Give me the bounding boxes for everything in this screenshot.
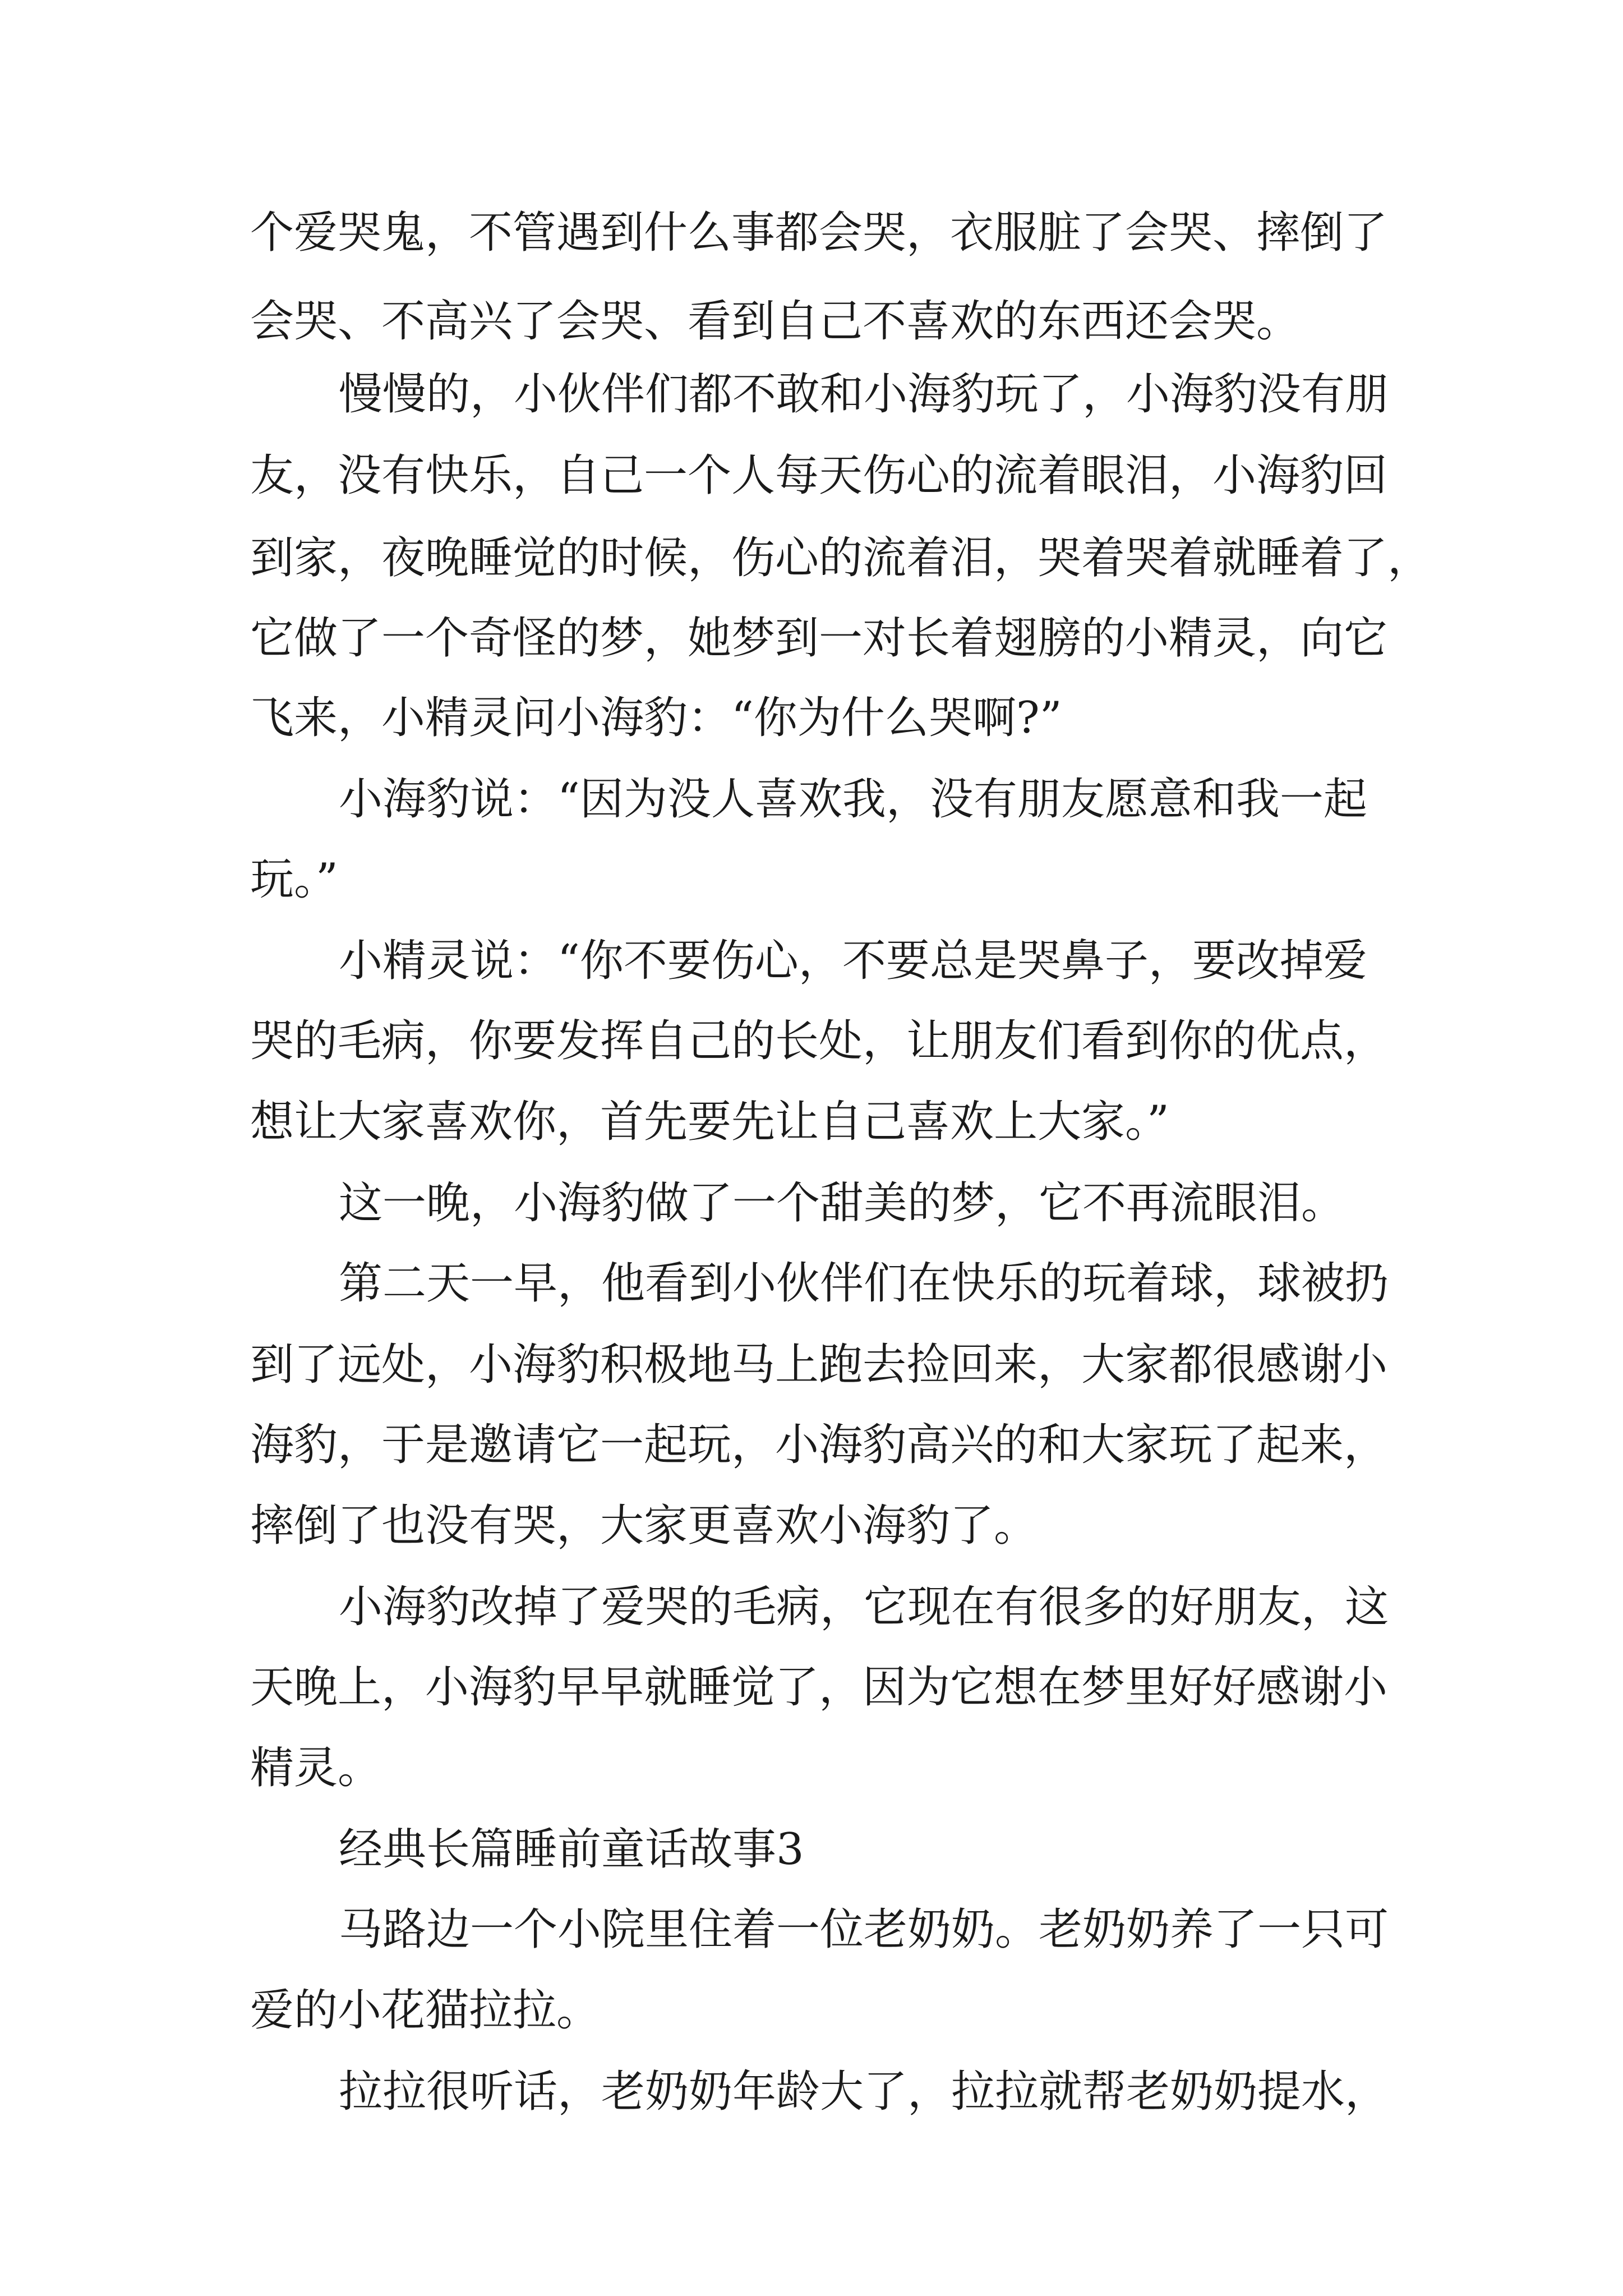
text-line: 它做了一个奇怪的梦，她梦到一对长着翅膀的小精灵，向它	[250, 613, 1388, 664]
text-line: 拉拉很听话，老奶奶年龄大了，拉拉就帮老奶奶提水，	[339, 2067, 1389, 2117]
text-line: 小海豹改掉了爱哭的毛病，它现在有很多的好朋友，这	[339, 1582, 1389, 1632]
text-line: 玩。”	[250, 854, 338, 905]
text-line: 到了远处，小海豹积极地马上跑去捡回来，大家都很感谢小	[250, 1340, 1388, 1390]
text-line: 个爱哭鬼，不管遇到什么事都会哭，衣服脏了会哭、摔倒了	[250, 208, 1388, 258]
text-line: 第二天一早，他看到小伙伴们在快乐的玩着球，球被扔	[339, 1258, 1389, 1309]
text-line: 爱的小花猫拉拉。	[250, 1985, 601, 2036]
text-line: 会哭、不高兴了会哭、看到自己不喜欢的东西还会哭。	[250, 296, 1301, 347]
text-line: 天晚上，小海豹早早就睡觉了，因为它想在梦里好好感谢小	[250, 1662, 1388, 1713]
text-line: 小精灵说：“你不要伤心，不要总是哭鼻子，要改掉爱	[339, 936, 1367, 986]
text-line: 友，没有快乐，自己一个人每天伤心的流着眼泪，小海豹回	[250, 450, 1388, 501]
text-line: 哭的毛病，你要发挥自己的长处，让朋友们看到你的优点，	[250, 1016, 1388, 1066]
text-line: 到家，夜晚睡觉的时候，伤心的流着泪，哭着哭着就睡着了，	[250, 533, 1432, 583]
text-line: 这一晚，小海豹做了一个甜美的梦，它不再流眼泪。	[339, 1178, 1345, 1228]
text-line: 海豹，于是邀请它一起玩，小海豹高兴的和大家玩了起来，	[250, 1420, 1388, 1470]
text-line: 精灵。	[250, 1743, 382, 1793]
text-line: 小海豹说：“因为没人喜欢我，没有朋友愿意和我一起	[339, 774, 1367, 825]
text-line: 飞来，小精灵问小海豹：“你为什么哭啊?”	[250, 693, 1062, 743]
text-line: 摔倒了也没有哭，大家更喜欢小海豹了。	[250, 1501, 1038, 1551]
text-line: 慢慢的，小伙伴们都不敢和小海豹玩了，小海豹没有朋	[339, 369, 1389, 420]
section-heading: 经典长篇睡前童话故事3	[339, 1824, 804, 1875]
text-line: 马路边一个小院里住着一位老奶奶。老奶奶养了一只可	[339, 1904, 1389, 1955]
text-line: 想让大家喜欢你，首先要先让自己喜欢上大家。”	[250, 1097, 1169, 1147]
